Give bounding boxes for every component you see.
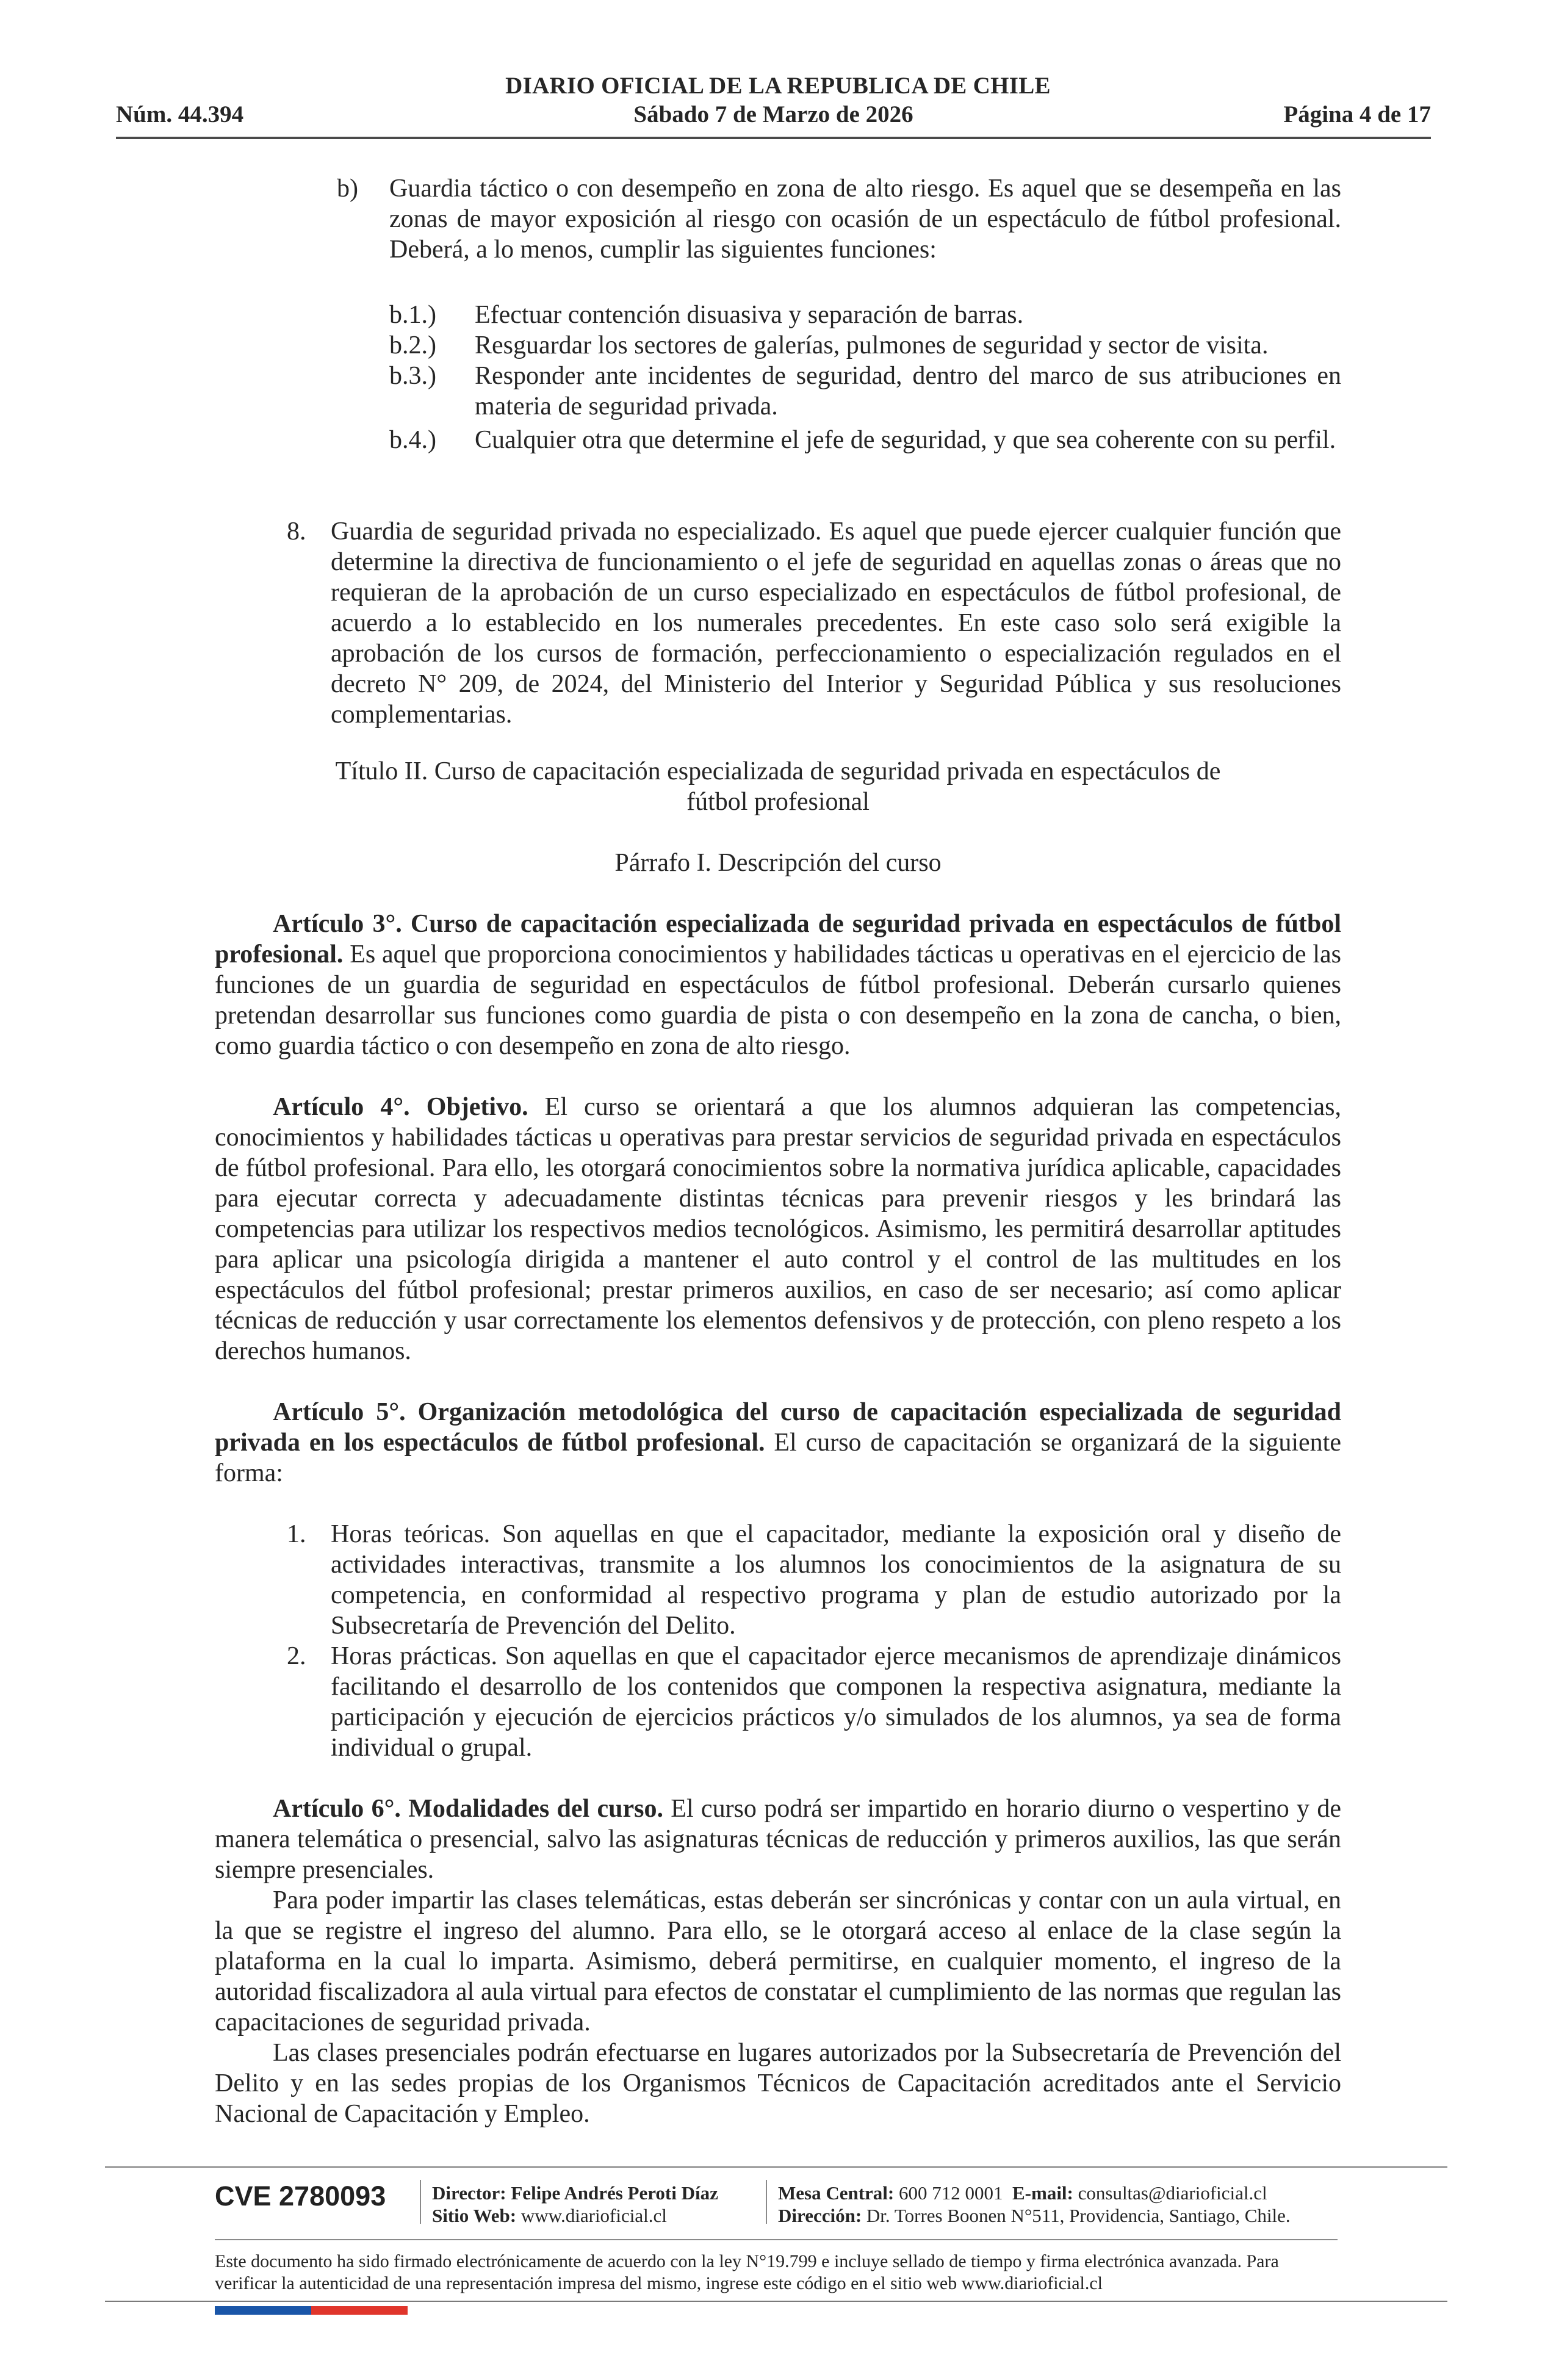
issue-date: Sábado 7 de Marzo de 2026 xyxy=(633,101,913,128)
article-3-heading: Artículo 3°. Curso de capacitación especializada de seguridad privada en espectáculos de fútbol profesional. xyxy=(215,910,1341,968)
title-line: Título II. Curso de capacitación especializada de seguridad privada en espectáculos de xyxy=(335,757,1221,785)
article-6 xyxy=(215,1794,1341,1885)
article-3 xyxy=(215,909,1341,1061)
footer-separator xyxy=(766,2180,767,2224)
article-5-heading: Artículo 5°. Organización metodológica del curso de capacitación especializada de seguridad privada en los espectáculos de fútbol profesional. xyxy=(215,1398,1341,1457)
list-item: Resguardar los sectores de galerías, pulmones de seguridad y sector de visita. xyxy=(475,331,1269,359)
page-indicator: Página 4 de 17 xyxy=(1283,101,1431,128)
footer-divider xyxy=(105,2166,1447,2168)
list-item: Horas teóricas. Son aquellas en que el capacitador, mediante la exposición oral y diseño de actividades interactivas, transmite a los alumnos los conocimientos de la asignatura de su competencia, en conformidad al respectivo programa y plan de estudio autorizado por la Subsecretaría de Prevención del Delito. xyxy=(331,1520,1341,1640)
director-name: Felipe Andrés Peroti Díaz xyxy=(511,2182,718,2204)
article-4-heading: Artículo 4°. Objetivo. xyxy=(273,1093,528,1121)
flag-stripe-red xyxy=(311,2306,408,2315)
article-4 xyxy=(215,1092,1341,1366)
address-label: Dirección: xyxy=(778,2205,862,2226)
phone-number: 600 712 0001 xyxy=(899,2182,1003,2204)
email-label: E-mail: xyxy=(1012,2182,1073,2204)
footer-divider xyxy=(105,2301,1447,2302)
item-8-text: Guardia de seguridad privada no especializado. Es aquel que puede ejercer cualquier función que determine la directiva de funcionamiento o el jefe de seguridad en aquellas zonas o áreas que no requieran de la aprobación de un curso especializado en espectáculos de fútbol profesional, de acuerdo a lo establecido en los numerales precedentes. En este caso solo será exigible la aprobación de los cursos de formación, perfeccionamiento o especialización regulados en el decreto N° 209, de 2024, del Ministerio del Interior y Seguridad Pública y sus resoluciones complementarias. xyxy=(331,517,1341,729)
header-divider xyxy=(116,137,1431,139)
list-item: Responder ante incidentes de seguridad, dentro del marco de sus atribuciones en materia de seguridad privada. xyxy=(475,362,1341,420)
mesa-label: Mesa Central: xyxy=(778,2182,895,2204)
issue-number: Núm. 44.394 xyxy=(116,101,244,128)
list-label: b.1.) xyxy=(389,301,436,329)
address: Dr. Torres Boonen N°511, Providencia, Santiago, Chile. xyxy=(866,2205,1291,2226)
website-link[interactable]: www.diarioficial.cl xyxy=(520,2205,667,2226)
list-label: b) xyxy=(337,175,358,203)
flag-stripe-blue xyxy=(215,2306,311,2315)
paragraph-heading: Párrafo I. Descripción del curso xyxy=(614,849,942,877)
newspaper-title: DIARIO OFICIAL DE LA REPUBLICA DE CHILE xyxy=(505,73,1051,99)
list-label: 2. xyxy=(287,1642,306,1670)
footer-contact-block xyxy=(778,2182,1291,2227)
article-4-text: El curso se orientará a que los alumnos adquieran las competencias, conocimientos y habilidades tácticas u operativas para prestar servicios de seguridad privada en espectáculos de fútbol profesional. Para ello, les otorgará conocimientos sobre la normativa jurídica aplicable, capacidades para ejecutar correcta y adecuadamente distintas técnicas para prevenir riesgos y les brindará las competencias para utilizar los respectivos medios tecnológicos. Asimismo, les permitirá desarrollar aptitudes para aplicar una psicología dirigida a mantener el auto control y el control de las multitudes en los espectáculos del fútbol profesional; prestar primeros auxilios, en caso de ser necesario; así como aplicar técnicas de reducción y usar correctamente los elementos defensivos y de protección, con pleno respeto a los derechos humanos. xyxy=(215,1093,1342,1365)
list-label: b.4.) xyxy=(389,426,436,454)
article-3-text: Es aquel que proporciona conocimientos y habilidades tácticas u operativas en el ejercicio de las funciones de un guardia de seguridad en espectáculos de fútbol profesional. Deberán cursarlo quienes pretendan desarrollar sus funciones como guardia de pista o con desempeño en la zona de cancha, o bien, como guardia táctico o con desempeño en zona de alto riesgo. xyxy=(215,940,1341,1060)
header-row xyxy=(116,101,1431,131)
list-label: b.3.) xyxy=(389,362,436,390)
list-label: 8. xyxy=(287,517,306,546)
article-6-paragraph: Las clases presenciales podrán efectuarse en lugares autorizados por la Subsecretaría de Prevención del Delito y en las sedes propias de los Organismos Técnicos de Capacitación acreditados ante el Servicio Nacional de Capacitación y Empleo. xyxy=(215,2039,1341,2128)
signature-note: Este documento ha sido firmado electrónicamente de acuerdo con la ley N°19.799 e incluye sellado de tiempo y firma electrónica avanzada. Para verificar la autenticidad de una representación impresa del mismo, ingrese este código en el sitio web www.diarioficial.cl xyxy=(215,2251,1279,2293)
footer-divider xyxy=(215,2239,1338,2240)
footer-separator xyxy=(420,2180,421,2224)
article-6-text: El curso podrá ser impartido en horario diurno o vespertino y de manera telemática o presencial, salvo las asignaturas técnicas de reducción y primeros auxilios, las que serán siempre presenciales. xyxy=(215,1795,1341,1884)
section-b-text: Guardia táctico o con desempeño en zona de alto riesgo. Es aquel que se desempeña en las zonas de mayor exposición al riesgo con ocasión de un espectáculo de fútbol profesional. Deberá, a lo menos, cumplir las siguientes funciones: xyxy=(389,175,1341,264)
cve-code: CVE 2780093 xyxy=(215,2180,386,2212)
article-5 xyxy=(215,1397,1341,1488)
web-label: Sitio Web: xyxy=(432,2205,517,2226)
list-label: 1. xyxy=(287,1520,306,1548)
list-item: Cualquier otra que determine el jefe de seguridad, y que sea coherente con su perfil. xyxy=(475,426,1336,454)
article-5-text: El curso de capacitación se organizará de la siguiente forma: xyxy=(215,1429,1341,1487)
article-6-heading: Artículo 6°. Modalidades del curso. xyxy=(273,1795,663,1823)
director-label: Director: xyxy=(432,2182,506,2204)
list-item: Horas prácticas. Son aquellas en que el capacitador ejerce mecanismos de aprendizaje dinámicos facilitando el desarrollo de los contenidos que componen la respectiva asignatura, mediante la participación y ejecución de ejercicios prácticos y/o simulados de los alumnos, ya sea de forma individual o grupal. xyxy=(331,1642,1341,1762)
article-6-paragraph: Para poder impartir las clases telemáticas, estas deberán ser sincrónicas y contar con un aula virtual, en la que se registre el ingreso del alumno. Para ello, se le otorgará acceso al enlace de la clase según la plataforma en la cual lo imparta. Asimismo, deberá permitirse, en cualquier momento, el ingreso de la autoridad fiscalizadora al aula virtual para efectos de constatar el cumplimiento de las normas que regulan las capacitaciones de seguridad privada. xyxy=(215,1886,1341,2036)
list-item: Efectuar contención disuasiva y separación de barras. xyxy=(475,301,1024,329)
footer-director-block xyxy=(432,2182,718,2227)
email-link[interactable]: consultas@diarioficial.cl xyxy=(1078,2182,1267,2204)
list-label: b.2.) xyxy=(389,331,436,359)
title-line: fútbol profesional xyxy=(686,788,870,816)
